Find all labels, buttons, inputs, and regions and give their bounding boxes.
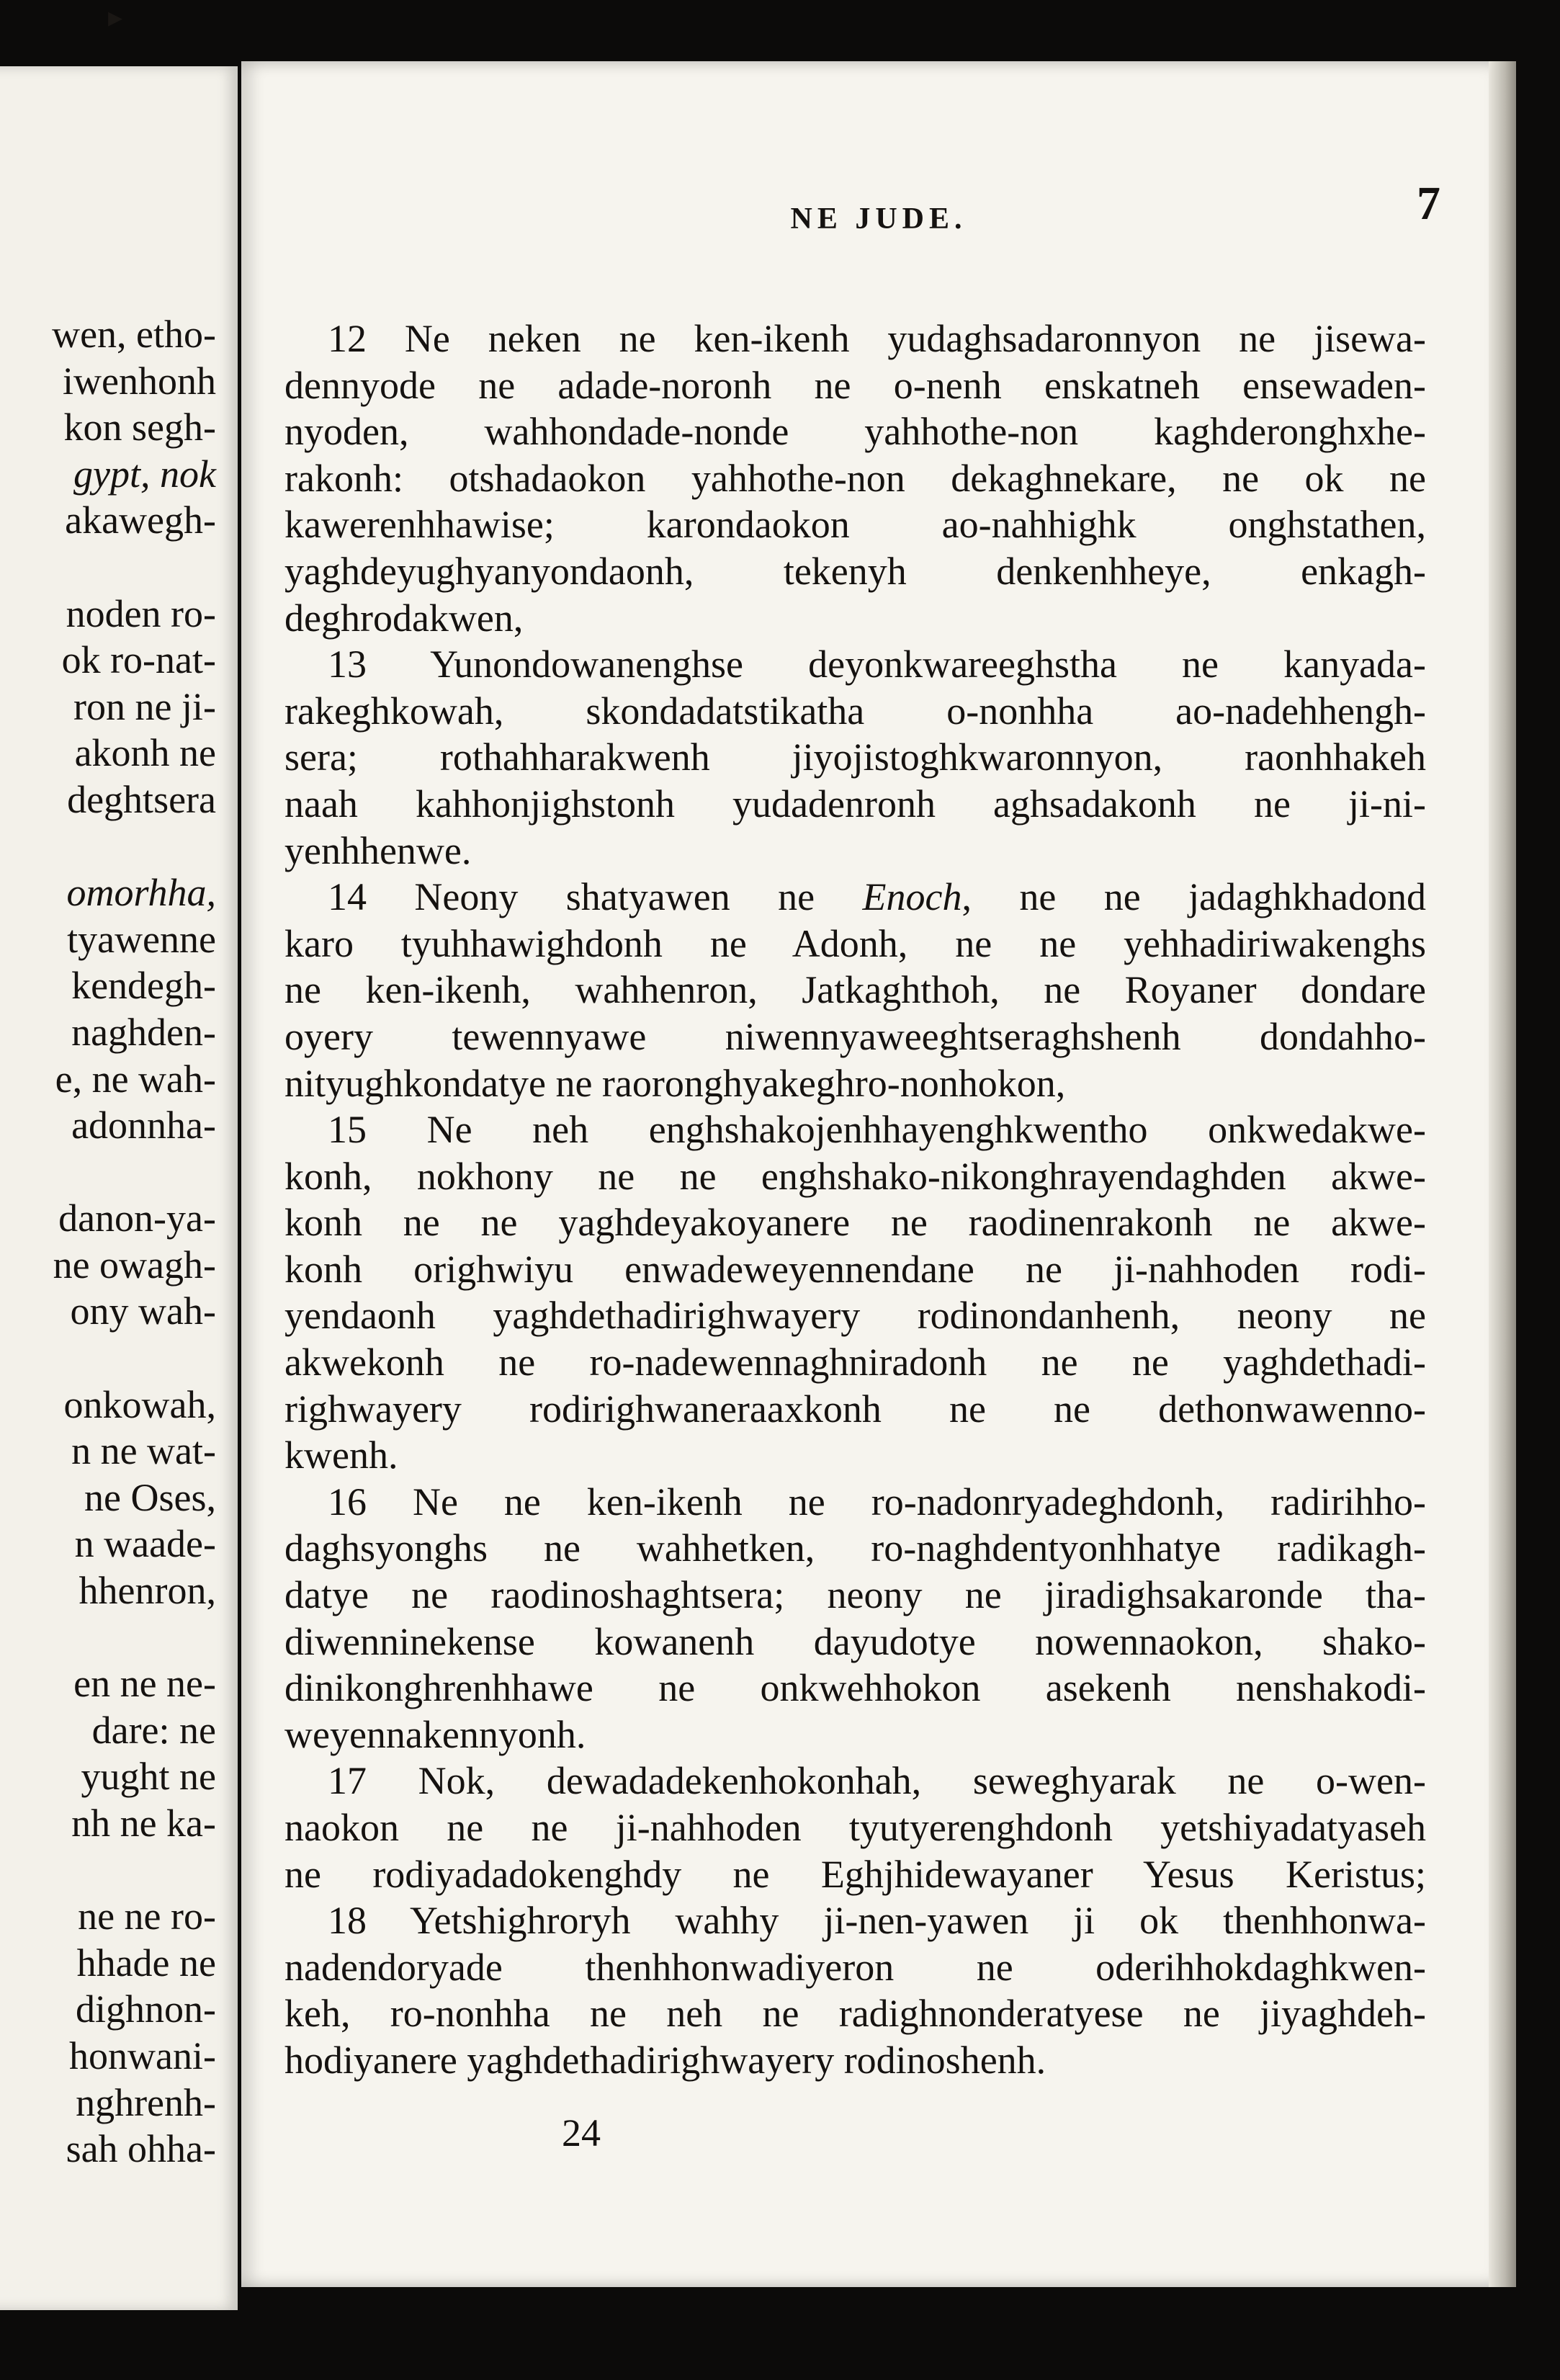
verse-14-line: nityughkondatye ne raoronghyakeghro-nonhokon, <box>284 1061 1066 1105</box>
left-line: wen, etho- <box>52 313 216 356</box>
left-line: ne owagh- <box>53 1243 216 1287</box>
left-page-text <box>0 311 216 2173</box>
verse-16-line: weyennakennyonh. <box>284 1712 586 1756</box>
left-facing-page <box>0 66 238 2310</box>
left-line-blank <box>0 823 216 870</box>
left-line: e, ne wah- <box>55 1057 216 1101</box>
verse-13-line: sera; rothahharakwenh jiyojistoghkwaronnyon, raonhhakeh <box>284 735 1426 779</box>
left-line: hhade ne <box>76 1941 216 1985</box>
left-line: ony wah- <box>70 1289 216 1333</box>
verse-18-line: keh, ro-nonhha ne neh ne radighnonderatyese ne jiyaghdeh- <box>284 1992 1426 2036</box>
verse-15-line: yendaonh yaghdethadirighwayery rodinondanhenh, neony ne <box>284 1294 1426 1338</box>
left-line: dighnon- <box>76 1987 216 2031</box>
verse-16-line: daghsyonghs ne wahhetken, ro-naghdentyonhhatye radikagh- <box>284 1526 1426 1570</box>
verse-17-line: naokon ne ne ji-nahhoden tyutyerenghdonh yetshiyadatyaseh <box>284 1806 1426 1849</box>
left-line: adonnha- <box>71 1104 216 1148</box>
verse-18-line: 18 Yetshighroryh wahhy ji-nen-yawen ji ok thenhhonwa- <box>328 1899 1426 1943</box>
verse-13-line: yenhhenwe. <box>284 828 472 872</box>
verse-15-line: righwayery rodirighwaneraaxkonh ne ne dethonwawenno- <box>284 1387 1426 1431</box>
left-line: ne Oses, <box>84 1475 216 1519</box>
italic-name-enoch: Enoch <box>862 875 962 919</box>
verse-18-line: hodiyanere yaghdethadirighwayery rodinoshenh. <box>284 2038 1046 2082</box>
left-line: kon segh- <box>63 406 216 449</box>
page-number: 7 <box>1417 177 1440 230</box>
left-line: ne ne ro- <box>78 1894 216 1938</box>
left-line: akawegh- <box>65 498 216 542</box>
left-line: ron ne ji- <box>73 684 216 728</box>
verse-14-line: oyery tewennyawe niwennyaweeghtseraghshenh dondahho- <box>284 1014 1426 1058</box>
left-line-blank <box>0 1335 216 1382</box>
verse-16-line: 16 Ne ne ken-ikenh ne ro-nadonryadeghdonh, radirihho- <box>328 1480 1426 1524</box>
left-line: sah ohha- <box>66 2127 216 2171</box>
page-edge <box>1489 61 1516 2287</box>
left-line: naghden- <box>71 1010 216 1054</box>
left-line: deghtsera <box>67 777 216 821</box>
left-line: gypt, nok <box>73 452 216 496</box>
left-line: ok ro-nat- <box>61 638 216 682</box>
verse-15-line: konh orighwiyu enwadeweyennendane ne ji-nahhoden rodi- <box>284 1247 1426 1291</box>
verse-13-line: naah kahhonjighstonh yudadenronh aghsadakonh ne ji-ni- <box>284 782 1426 826</box>
verse-12-line: dennyode ne adade-noronh ne o-nenh enskatneh ensewaden- <box>284 363 1426 407</box>
left-line: nh ne ka- <box>71 1802 216 1845</box>
verse-15-line: kwenh. <box>284 1433 398 1477</box>
verse-14-line: 14 Neony shatyawen ne Enoch, ne ne jadaghkhadond <box>328 875 1426 919</box>
verse-15-line: 15 Ne neh enghshakojenhhayenghkwentho onkwedakwe- <box>328 1108 1426 1152</box>
scan-blemish-mark: ▸ <box>108 1 123 33</box>
left-line: kendegh- <box>71 964 216 1008</box>
left-line: noden ro- <box>66 591 216 635</box>
left-line: iwenhonh <box>63 359 216 403</box>
left-line: nghrenh- <box>76 2080 216 2124</box>
verse-12-line: yaghdeyughyanyondaonh, tekenyh denkenhheye, enkagh- <box>284 549 1426 593</box>
left-line-blank <box>0 544 216 591</box>
verse-12-line: rakonh: otshadaokon yahhothe-non dekaghnekare, ne ok ne <box>284 456 1426 500</box>
verse-18-line: nadendoryade thenhhonwadiyeron ne oderihhokdaghkwen- <box>284 1945 1426 1989</box>
left-line: onkowah, <box>63 1382 216 1426</box>
running-head: NE JUDE. <box>790 202 967 236</box>
verse-13-line: rakeghkowah, skondadatstikatha o-nonhha ao-nadehhengh- <box>284 689 1426 733</box>
left-line: honwani- <box>69 2034 216 2077</box>
left-line: en ne ne- <box>73 1662 216 1706</box>
verse-text-block <box>284 316 1426 2084</box>
verse-17-line: 17 Nok, dewadadekenhokonhah, seweghyarak ne o-wen- <box>328 1759 1426 1803</box>
right-page <box>241 61 1516 2287</box>
left-line-blank <box>0 1149 216 1196</box>
verse-13-line: 13 Yunondowanenghse deyonkwareeghstha ne kanyada- <box>328 643 1426 686</box>
verse-16-line: datye ne raodinoshaghtsera; neony ne jiradighsakaronde tha- <box>284 1573 1426 1617</box>
verse-12-line: 12 Ne neken ne ken-ikenh yudaghsadaronnyon ne jisewa- <box>328 317 1426 360</box>
left-line: hhenron, <box>79 1569 216 1613</box>
verse-16-line: diwenninekense kowanenh dayudotye nowennaokon, shako- <box>284 1619 1426 1663</box>
printer-signature-mark: 24 <box>562 2111 601 2155</box>
left-line: akonh ne <box>74 731 216 775</box>
left-line: tyawenne <box>67 917 216 961</box>
left-line: yught ne <box>81 1755 216 1799</box>
left-line: dare: ne <box>91 1708 216 1752</box>
verse-15-line: akwekonh ne ro-nadewennaghniradonh ne ne yaghdethadi- <box>284 1341 1426 1384</box>
verse-17-line: ne rodiyadadokenghdy ne Eghjhidewayaner Yesus Keristus; <box>284 1852 1426 1896</box>
verse-15-line: konh, nokhony ne ne enghshako-nikonghrayendaghden akwe- <box>284 1154 1426 1198</box>
left-line: danon-ya- <box>58 1196 216 1240</box>
left-line-blank <box>0 1614 216 1661</box>
verse-16-line: dinikonghrenhhawe ne onkwehhokon asekenh nenshakodi- <box>284 1666 1426 1710</box>
verse-12-line: nyoden, wahhondade-nonde yahhothe-non kaghderonghxhe- <box>284 410 1426 454</box>
left-line: n waade- <box>74 1522 216 1566</box>
verse-14-line: karo tyuhhawighdonh ne Adonh, ne ne yehhadiriwakenghs <box>284 921 1426 965</box>
verse-15-line: konh ne ne yaghdeyakoyanere ne raodinenrakonh ne akwe- <box>284 1201 1426 1245</box>
verse-12-line: deghrodakwen, <box>284 596 524 640</box>
left-line-blank <box>0 1847 216 1894</box>
left-line: n ne wat- <box>71 1429 216 1473</box>
verse-14-line: ne ken-ikenh, wahhenron, Jatkaghthoh, ne Royaner dondare <box>284 968 1426 1012</box>
verse-12-line: kawerenhhawise; karondaokon ao-nahhighk onghstathen, <box>284 503 1426 547</box>
left-line: omorhha, <box>66 871 216 915</box>
